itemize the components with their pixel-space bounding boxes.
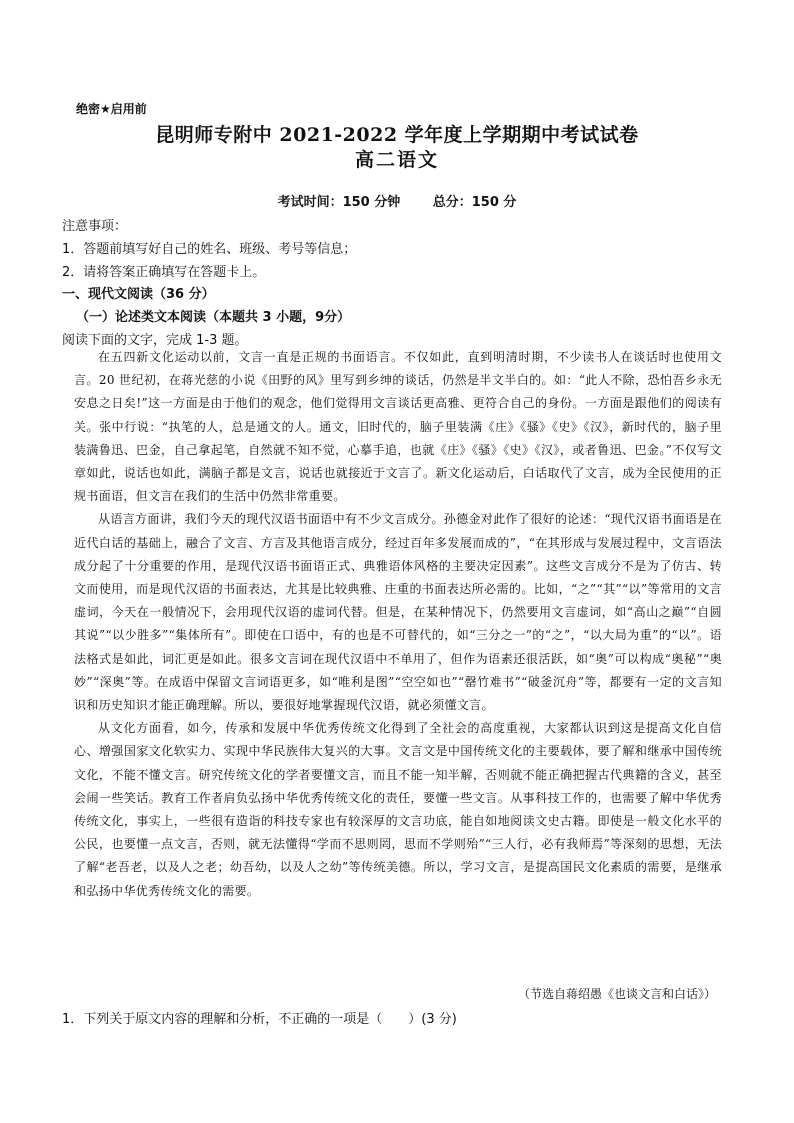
article-paragraph: 从语言方面讲，我们今天的现代汉语书面语中有不少文言成分。孙德金对此作了很好的论述：“现代汉语书面语是在近代白话的基础上，融合了文言、方言及其他语言成分，经过百年多发展而成的”，“在其形成与发展过程中，文言语法成分起了十分重要的作用，是现代汉语书面语正式、典雅语体风格的主要决定因素”。这些文言成分不是为了仿古、转文而使用，而是现代汉语的书面表达，尤其是比较典雅、庄重的书面表达所必需的。比如，“之”“其”“以”等常用的文言虚词，今天在一般情况下，会用现代汉语的虚词代替。但是，在某种情况下，仍然要用文言虚词，如“高山之巅”“自圆其说”“以少胜多”“集体所有”。即使在口语中，有的也是不可替代的，如“三分之一”的“之”，“以大局为重”的“以”。语法格式是如此，词汇更是如此。很多文言词在现代汉语中不单用了，但作为语素还很活跃，如“奥”可以构成“奥秘”“奥妙”“深奥”等。在成语中保留文言词语更多，如“唯利是图”“空空如也”“罄竹难书”“破釜沉舟”等，都要有一定的文言知识和历史知识才能正确理解。所以，要很好地掌握现代汉语，就必须懂文言。 (74, 512, 723, 713)
exam-time: 考试时间：150 分钟 (277, 195, 401, 210)
section-heading: 一、现代文阅读（36 分） (62, 287, 215, 302)
notice-heading: 注意事项： (62, 219, 128, 234)
reading-instruction: 阅读下面的文字，完成 1-3 题。 (62, 333, 248, 348)
article-body (74, 346, 722, 903)
total-score: 总分：150 分 (432, 195, 517, 210)
notice-item: 2．请将答案正确填写在答题卡上。 (62, 265, 266, 280)
article-source: （节选自蒋绍愚《也谈文言和白话》） (517, 987, 716, 1001)
article-paragraph: 从文化方面看，如今，传承和发展中华优秀传统文化得到了全社会的高度重视，大家都认识到这是提高文化自信心、增强国家文化软实力、实现中华民族伟大复兴的大事。文言文是中国传统文化的主要载体，要了解和继承中国传统文化，不能不懂文言。研究传统文化的学者要懂文言，而且不能一知半解，否则就不能正确把握古代典籍的含义，甚至会闹一些笑话。教育工作者肩负弘扬中华优秀传统文化的责任，要懂一些文言。从事科技工作的，也需要了解中华优秀传统文化，事实上，一些很有造诣的科技专家也有较深厚的文言功底，能自如地阅读文史古籍。即使是一般文化水平的公民，也要懂一点文言，否则，就无法懂得“学而不思则罔，思而不学则殆”“三人行，必有我师焉”等深刻的思想，无法了解“老吾老，以及人之老；幼吾幼，以及人之幼”等传统美德。所以，学习文言，是提高国民文化素质的需要，是继承和弘扬中华优秀传统文化的需要。 (74, 721, 722, 898)
article-paragraph: 在五四新文化运动以前，文言一直是正规的书面语言。不仅如此，直到明清时期，不少读书人在谈话时也使用文言。20 世纪初，在蒋光慈的小说《田野的风》里写到乡绅的谈话，仍然是半文半白的。如：“此人不除，恐怕吾乡永无安息之日矣!”这一方面是由于他们的观念，他们觉得用文言谈话更高雅、更符合自己的身份。一方面是跟他们的阅读有关。张中行说：“执笔的人，总是通文的人。通文，旧时代的，脑子里装满《庄》《骚》《史》《汉》，新时代的，脑子里装满鲁迅、巴金，自己拿起笔，自然就不知不觉，心摹手追，也就《庄》《骚》《史》《汉》，或者鲁迅、巴金。”不仅写文章如此，说话也如此，满脑子都是文言，说话也就接近于文言了。新文化运动后，白话取代了文言，成为全民使用的正规书面语，但文言在我们的生活中仍然非常重要。 (74, 350, 722, 504)
notice-item: 1．答题前填写好自己的姓名、班级、考号等信息； (62, 242, 357, 257)
question-1: 1．下列关于原文内容的理解和分析，不正确的一项是（ ）(3 分) (62, 1012, 457, 1027)
secret-mark: 绝密★启用前 (76, 102, 147, 116)
exam-title: 昆明师专附中 2021-2022 学年度上学期期中考试试卷 (155, 124, 639, 146)
exam-info (0, 191, 794, 210)
subject-title: 高二语文 (354, 149, 439, 171)
section-subheading: （一）论述类文本阅读（本题共 3 小题，9分） (76, 310, 351, 325)
